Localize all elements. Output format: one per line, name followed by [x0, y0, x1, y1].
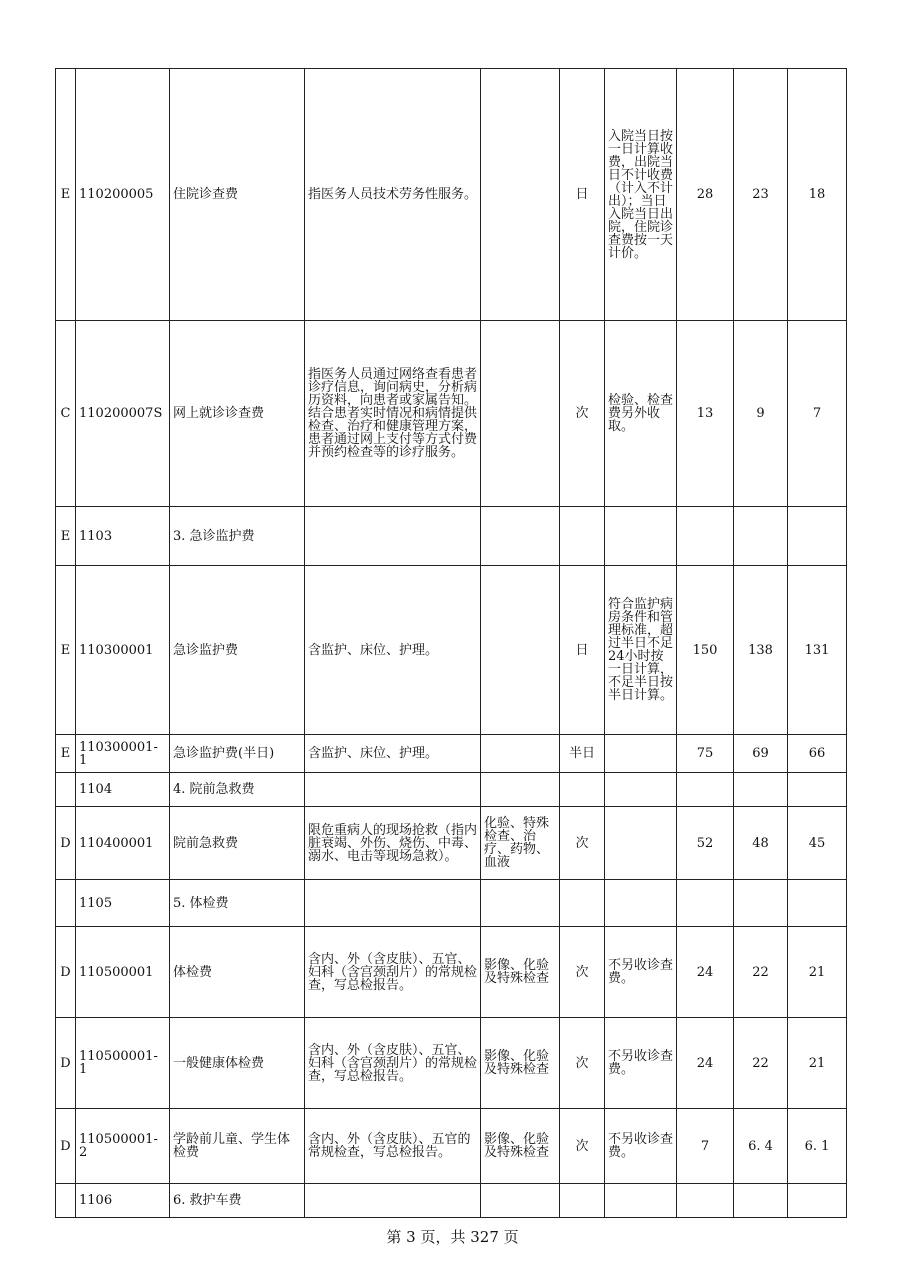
cell-excluded: [481, 566, 560, 735]
cell-class: D: [56, 807, 76, 880]
cell-excluded: [481, 507, 560, 566]
cell-excluded: 影像、化验及特殊检查: [481, 1109, 560, 1184]
cell-code: 1104: [76, 773, 170, 807]
cell-class: E: [56, 735, 76, 773]
cell-excluded: 化验、特殊检查、治疗、药物、血液: [481, 807, 560, 880]
cell-code: 110500001-1: [76, 1018, 170, 1109]
cell-price-2: 6. 4: [734, 1109, 788, 1184]
cell-price-2: 22: [734, 927, 788, 1018]
cell-class: E: [56, 566, 76, 735]
cell-description: 含内、外（含皮肤）、五官、妇科（含宫颈刮片）的常规检查，写总检报告。: [305, 927, 481, 1018]
cell-unit: 次: [560, 1109, 605, 1184]
cell-price-3: [788, 1184, 847, 1218]
cell-price-2: 23: [734, 69, 788, 321]
cell-price-3: 18: [788, 69, 847, 321]
cell-class: D: [56, 1018, 76, 1109]
cell-price-3: 7: [788, 321, 847, 507]
cell-name: 院前急救费: [170, 807, 305, 880]
cell-class: D: [56, 1109, 76, 1184]
cell-price-3: 66: [788, 735, 847, 773]
cell-price-1: 13: [677, 321, 734, 507]
cell-description: [305, 880, 481, 927]
cell-class: [56, 880, 76, 927]
cell-excluded: [481, 1184, 560, 1218]
table-row: [56, 1018, 847, 1109]
cell-note: 符合监护病房条件和管理标准，超过半日不足24小时按一日计算，不足半日按半日计算。: [605, 566, 677, 735]
cell-description: 限危重病人的现场抢救（指内脏衰竭、外伤、烧伤、中毒、溺水、电击等现场急救）。: [305, 807, 481, 880]
cell-price-1: 75: [677, 735, 734, 773]
cell-code: 1106: [76, 1184, 170, 1218]
cell-price-3: 131: [788, 566, 847, 735]
cell-description: [305, 1184, 481, 1218]
cell-price-1: 7: [677, 1109, 734, 1184]
cell-price-3: 21: [788, 1018, 847, 1109]
cell-price-2: [734, 507, 788, 566]
cell-unit: [560, 507, 605, 566]
cell-unit: [560, 773, 605, 807]
cell-price-3: 21: [788, 927, 847, 1018]
cell-price-2: 48: [734, 807, 788, 880]
table-row: [56, 880, 847, 927]
cell-price-1: 28: [677, 69, 734, 321]
cell-price-3: 45: [788, 807, 847, 880]
cell-price-2: [734, 773, 788, 807]
cell-note: 不另收诊查费。: [605, 1018, 677, 1109]
cell-description: 含监护、床位、护理。: [305, 566, 481, 735]
current-page: 3: [406, 1228, 416, 1246]
cell-description: 指医务人员技术劳务性服务。: [305, 69, 481, 321]
cell-description: 含内、外（含皮肤）、五官的常规检查，写总检报告。: [305, 1109, 481, 1184]
cell-price-2: 22: [734, 1018, 788, 1109]
cell-code: 1103: [76, 507, 170, 566]
cell-price-1: 24: [677, 1018, 734, 1109]
cell-name: 体检费: [170, 927, 305, 1018]
cell-unit: 次: [560, 807, 605, 880]
cell-code: 1105: [76, 880, 170, 927]
cell-price-3: [788, 507, 847, 566]
cell-description: 指医务人员通过网络查看患者诊疗信息，询问病史，分析病历资料，向患者或家属告知。结合患者实时情况和病情提供检查、治疗和健康管理方案，患者通过网上支付等方式付费并预约检查等的诊疗服务。: [305, 321, 481, 507]
cell-price-2: 138: [734, 566, 788, 735]
price-table: [55, 68, 847, 1218]
cell-excluded: [481, 69, 560, 321]
cell-unit: 日: [560, 69, 605, 321]
cell-name: 网上就诊诊查费: [170, 321, 305, 507]
cell-class: C: [56, 321, 76, 507]
cell-excluded: 影像、化验及特殊检查: [481, 1018, 560, 1109]
cell-note: [605, 735, 677, 773]
cell-excluded: [481, 321, 560, 507]
table-row: [56, 927, 847, 1018]
table-row: [56, 735, 847, 773]
cell-price-3: 6. 1: [788, 1109, 847, 1184]
table-row: [56, 507, 847, 566]
cell-name: 学龄前儿童、学生体检费: [170, 1109, 305, 1184]
table-row: [56, 566, 847, 735]
cell-note: 入院当日按一日计算收费，出院当日不计收费（计入不计出）；当日入院当日出院，住院诊查费按一天计价。: [605, 69, 677, 321]
cell-code: 110200005: [76, 69, 170, 321]
cell-price-3: [788, 880, 847, 927]
cell-note: [605, 773, 677, 807]
cell-unit: [560, 1184, 605, 1218]
cell-code: 110300001: [76, 566, 170, 735]
cell-excluded: [481, 773, 560, 807]
cell-name: 急诊监护费(半日): [170, 735, 305, 773]
cell-name: 5. 体检费: [170, 880, 305, 927]
cell-name: 4. 院前急救费: [170, 773, 305, 807]
cell-description: [305, 773, 481, 807]
cell-note: 检验、检查费另外收取。: [605, 321, 677, 507]
cell-unit: 次: [560, 927, 605, 1018]
cell-name: 一般健康体检费: [170, 1018, 305, 1109]
cell-name: 6. 救护车费: [170, 1184, 305, 1218]
cell-price-2: 69: [734, 735, 788, 773]
cell-unit: 日: [560, 566, 605, 735]
cell-unit: 次: [560, 321, 605, 507]
cell-class: E: [56, 507, 76, 566]
table-row: [56, 69, 847, 321]
cell-price-1: [677, 773, 734, 807]
cell-code: 110500001-2: [76, 1109, 170, 1184]
cell-name: 住院诊查费: [170, 69, 305, 321]
table-row: [56, 1184, 847, 1218]
cell-code: 110300001-1: [76, 735, 170, 773]
cell-unit: 半日: [560, 735, 605, 773]
cell-note: [605, 1184, 677, 1218]
cell-note: 不另收诊查费。: [605, 1109, 677, 1184]
cell-price-1: [677, 1184, 734, 1218]
cell-class: [56, 1184, 76, 1218]
cell-excluded: [481, 880, 560, 927]
cell-note: 不另收诊查费。: [605, 927, 677, 1018]
cell-description: 含监护、床位、护理。: [305, 735, 481, 773]
cell-note: [605, 880, 677, 927]
cell-excluded: 影像、化验及特殊检查: [481, 927, 560, 1018]
cell-code: 110400001: [76, 807, 170, 880]
cell-excluded: [481, 735, 560, 773]
table-row: [56, 807, 847, 880]
cell-price-1: [677, 507, 734, 566]
cell-code: 110200007S: [76, 321, 170, 507]
cell-price-2: [734, 880, 788, 927]
cell-price-2: [734, 1184, 788, 1218]
cell-unit: 次: [560, 1018, 605, 1109]
cell-price-1: 52: [677, 807, 734, 880]
cell-class: E: [56, 69, 76, 321]
cell-price-3: [788, 773, 847, 807]
cell-price-1: 150: [677, 566, 734, 735]
cell-description: [305, 507, 481, 566]
cell-price-1: 24: [677, 927, 734, 1018]
cell-note: [605, 507, 677, 566]
table-row: [56, 321, 847, 507]
cell-code: 110500001: [76, 927, 170, 1018]
cell-class: [56, 773, 76, 807]
cell-price-1: [677, 880, 734, 927]
table-row: [56, 1109, 847, 1184]
cell-price-2: 9: [734, 321, 788, 507]
page-footer: 第 3 页，共 327 页: [386, 1228, 519, 1246]
cell-description: 含内、外（含皮肤）、五官、妇科（含宫颈刮片）的常规检查，写总检报告。: [305, 1018, 481, 1109]
total-pages: 327: [470, 1228, 499, 1246]
table-row: [56, 773, 847, 807]
cell-note: [605, 807, 677, 880]
cell-unit: [560, 880, 605, 927]
cell-name: 3. 急诊监护费: [170, 507, 305, 566]
cell-name: 急诊监护费: [170, 566, 305, 735]
cell-class: D: [56, 927, 76, 1018]
